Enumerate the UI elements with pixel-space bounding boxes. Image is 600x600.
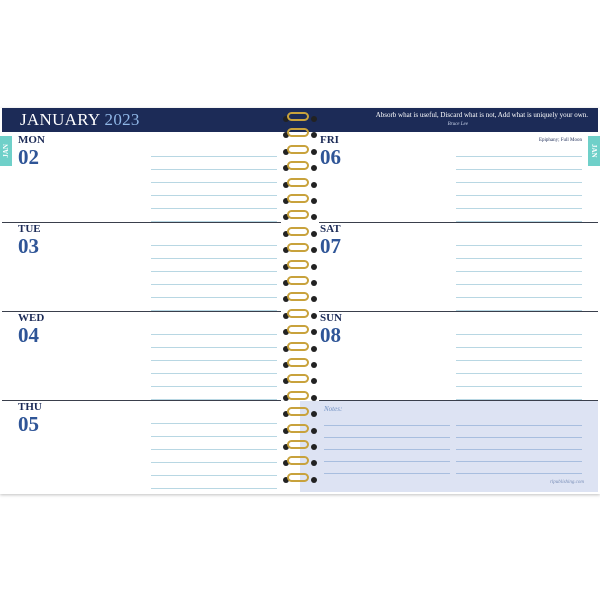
- coil-ring: [287, 260, 309, 269]
- binding-hole: [311, 428, 317, 434]
- spiral-coil: [281, 440, 319, 456]
- coil-ring: [287, 424, 309, 433]
- spiral-coil: [281, 145, 319, 161]
- spiral-coil: [281, 194, 319, 210]
- month-title: [20, 110, 140, 130]
- spiral-coil: [281, 325, 319, 341]
- binding-hole: [311, 313, 317, 319]
- binding-hole: [311, 165, 317, 171]
- coil-ring: [287, 276, 309, 285]
- spiral-coil: [281, 358, 319, 374]
- spiral-coil: [281, 391, 319, 407]
- day-block-wed[interactable]: [18, 311, 278, 400]
- day-number: 02: [18, 145, 39, 169]
- day-divider: [2, 400, 281, 401]
- spiral-coil: [281, 407, 319, 423]
- spiral-binding: [281, 112, 319, 492]
- coil-ring: [287, 456, 309, 465]
- binding-hole: [311, 182, 317, 188]
- coil-ring: [287, 112, 309, 121]
- notes-line: [324, 473, 450, 474]
- binding-hole: [311, 329, 317, 335]
- coil-ring: [287, 145, 309, 154]
- coil-ring: [287, 358, 309, 367]
- coil-ring: [287, 292, 309, 301]
- notes-line: [456, 437, 582, 438]
- spiral-coil: [281, 292, 319, 308]
- binding-hole: [311, 247, 317, 253]
- day-divider: [319, 222, 598, 223]
- binding-hole: [311, 362, 317, 368]
- spiral-coil: [281, 128, 319, 144]
- quote-author: Bruce Lee: [447, 122, 468, 127]
- day-divider: [2, 311, 281, 312]
- writing-lines: [151, 411, 277, 489]
- spiral-coil: [281, 276, 319, 292]
- coil-ring: [287, 473, 309, 482]
- day-number: 06: [320, 145, 341, 169]
- spiral-coil: [281, 424, 319, 440]
- binding-hole: [311, 231, 317, 237]
- notes-line: [324, 425, 450, 426]
- binding-hole: [311, 346, 317, 352]
- writing-lines: [456, 233, 582, 311]
- day-name: SUN: [320, 312, 343, 324]
- month-name: JANUARY: [20, 110, 101, 129]
- spiral-coil: [281, 473, 319, 489]
- day-divider: [319, 400, 598, 401]
- binding-hole: [311, 280, 317, 286]
- binding-hole: [311, 411, 317, 417]
- spiral-coil: [281, 456, 319, 472]
- spiral-coil: [281, 260, 319, 276]
- spiral-coil: [281, 112, 319, 128]
- writing-lines: [151, 233, 277, 311]
- binding-hole: [311, 460, 317, 466]
- binding-hole: [311, 395, 317, 401]
- day-name: WED: [18, 312, 45, 324]
- day-divider: [319, 311, 598, 312]
- day-number: 07: [320, 234, 341, 258]
- binding-hole: [311, 214, 317, 220]
- day-name: TUE: [18, 223, 41, 235]
- event-label: Epiphany; Full Moon: [538, 138, 582, 143]
- day-block-tue[interactable]: [18, 222, 278, 311]
- binding-hole: [311, 444, 317, 450]
- coil-ring: [287, 391, 309, 400]
- writing-lines: [151, 322, 277, 400]
- spiral-coil: [281, 309, 319, 325]
- coil-ring: [287, 194, 309, 203]
- coil-ring: [287, 227, 309, 236]
- notes-line: [456, 461, 582, 462]
- quote-text: Absorb what is useful, Discard what is not, Add what is uniquely your own.: [375, 111, 588, 119]
- notes-line: [456, 425, 582, 426]
- planner-spread: [0, 108, 600, 494]
- notes-label: Notes:: [324, 405, 343, 413]
- year-label: 2023: [104, 110, 140, 129]
- day-name: SAT: [320, 223, 341, 235]
- binding-hole: [311, 477, 317, 483]
- website-label: rlpublishing.com: [549, 480, 584, 485]
- binding-hole: [311, 149, 317, 155]
- day-name: FRI: [320, 134, 339, 146]
- month-tab-left[interactable]: [0, 136, 12, 166]
- day-number: 04: [18, 323, 39, 347]
- day-number: 08: [320, 323, 341, 347]
- coil-ring: [287, 407, 309, 416]
- notes-line: [456, 473, 582, 474]
- binding-hole: [311, 264, 317, 270]
- writing-lines: [151, 144, 277, 222]
- notes-line: [324, 437, 450, 438]
- binding-hole: [311, 296, 317, 302]
- binding-hole: [311, 116, 317, 122]
- coil-ring: [287, 374, 309, 383]
- day-block-sun[interactable]: [320, 311, 582, 400]
- coil-ring: [287, 161, 309, 170]
- coil-ring: [287, 309, 309, 318]
- day-divider: [2, 222, 281, 223]
- coil-ring: [287, 342, 309, 351]
- month-tab-right[interactable]: [588, 136, 600, 166]
- spiral-coil: [281, 342, 319, 358]
- binding-hole: [311, 198, 317, 204]
- day-block-sat[interactable]: [320, 222, 582, 311]
- spiral-coil: [281, 243, 319, 259]
- day-block-fri[interactable]: [320, 133, 582, 222]
- binding-hole: [311, 378, 317, 384]
- day-name: MON: [18, 134, 45, 146]
- coil-ring: [287, 128, 309, 137]
- spiral-coil: [281, 161, 319, 177]
- binding-hole: [311, 132, 317, 138]
- day-name: THU: [18, 401, 42, 413]
- spiral-coil: [281, 374, 319, 390]
- day-block-thu[interactable]: [18, 400, 278, 489]
- coil-ring: [287, 243, 309, 252]
- writing-lines: [456, 144, 582, 222]
- notes-line: [324, 461, 450, 462]
- day-number: 05: [18, 412, 39, 436]
- month-tab-right-label: JAN: [590, 144, 598, 158]
- notes-line: [324, 449, 450, 450]
- spiral-coil: [281, 210, 319, 226]
- spiral-coil: [281, 178, 319, 194]
- notes-line: [456, 449, 582, 450]
- notes-area[interactable]: [300, 401, 598, 492]
- coil-ring: [287, 210, 309, 219]
- spiral-coil: [281, 227, 319, 243]
- coil-ring: [287, 325, 309, 334]
- day-number: 03: [18, 234, 39, 258]
- day-block-mon[interactable]: [18, 133, 278, 222]
- writing-lines: [456, 322, 582, 400]
- coil-ring: [287, 178, 309, 187]
- month-tab-left-label: JAN: [2, 144, 10, 158]
- coil-ring: [287, 440, 309, 449]
